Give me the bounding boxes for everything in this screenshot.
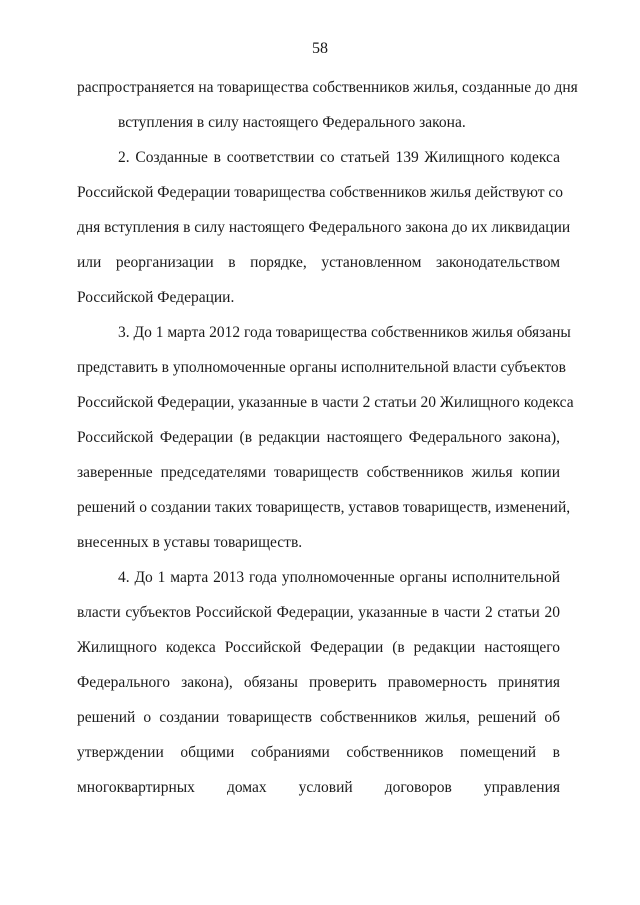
text-line: Российской Федерации. — [77, 289, 235, 306]
text-line: распространяется на товарищества собственников жилья, созданные до дня — [77, 79, 578, 96]
text-line: Российской Федерации товарищества собственников жилья действуют со — [77, 184, 563, 201]
text-line: Российской Федерации, указанные в части 2 статьи 20 Жилищного кодекса — [77, 394, 574, 411]
text-line: решений о создании товариществ собственников жилья, решений об — [77, 709, 560, 726]
text-line: дня вступления в силу настоящего Федерального закона до их ликвидации — [77, 219, 571, 236]
text-line: утверждении общими собраниями собственников помещений в — [77, 744, 560, 761]
text-line: многоквартирных домах условий договоров управления — [77, 779, 560, 796]
paragraph-start: 3. До 1 марта 2012 года товарищества собственников жилья обязаны — [118, 324, 571, 341]
paragraph-start: 4. До 1 марта 2013 года уполномоченные органы исполнительной — [118, 569, 560, 586]
text-line: Жилищного кодекса Российской Федерации (в редакции настоящего — [77, 639, 560, 656]
text-line: внесенных в уставы товариществ. — [77, 534, 303, 551]
text-line: Федерального закона), обязаны проверить правомерность принятия — [77, 674, 560, 691]
text-line: представить в уполномоченные органы исполнительной власти субъектов — [77, 359, 566, 376]
text-line: решений о создании таких товариществ, уставов товариществ, изменений, — [77, 499, 571, 516]
page-number: 58 — [312, 40, 328, 57]
text-line: вступления в силу настоящего Федерального закона. — [118, 114, 466, 131]
paragraph-start: 2. Созданные в соответствии со статьей 139 Жилищного кодекса — [118, 149, 560, 166]
text-line: власти субъектов Российской Федерации, указанные в части 2 статьи 20 — [77, 604, 560, 621]
text-line: или реорганизации в порядке, установленном законодательством — [77, 254, 560, 271]
text-line: Российской Федерации (в редакции настоящего Федерального закона), — [77, 429, 560, 446]
text-line: заверенные председателями товариществ собственников жилья копии — [77, 464, 560, 481]
